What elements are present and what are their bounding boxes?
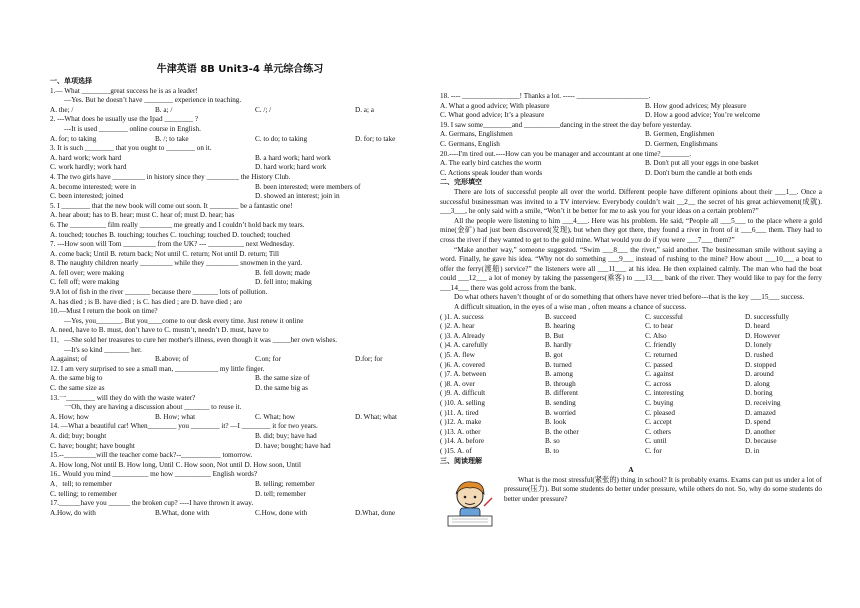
option-text: C. Also [645, 331, 667, 340]
option-text: A.against; of [50, 355, 88, 364]
reading-a-text: What is the most stressful(紧张的) thing in school? It is probably exams. Exams can put us under a lot of pressure(压力). But some students do better under pressure, while others do not. So, why do some students do better under pressure? [504, 475, 822, 503]
option-text: C. Actions speak louder than words [440, 168, 543, 177]
option-text: B. Don't put all your eggs in one basket [645, 159, 759, 168]
student-cartoon-image [440, 476, 500, 532]
cloze-option-row [440, 437, 822, 447]
option-row [50, 355, 430, 365]
question-line: 1.— What ________great success he is as a leader! [50, 86, 198, 95]
option-text: D. receiving [745, 399, 781, 407]
cloze-note: A difficult situation, in the eyes of a wise man , often means a chance of success. [454, 303, 687, 312]
question-line: 14. —What a beautiful car! When________ you ________ it? —I ________ it for two years. [50, 422, 318, 431]
option-text: D. for; to take [355, 134, 396, 143]
option-row [440, 130, 822, 140]
option-text: D. stopped [745, 360, 777, 369]
option-text: D. Germen, Englishmans [645, 139, 718, 148]
option-text: A.How, do with [50, 508, 96, 517]
option-text: C. to hear [645, 322, 674, 331]
cloze-paragraph: There are lots of successful people all over the world. Different people have different opinions about their ___1__. Once a successful businessman was invited to a TV interview. Everybody couldn’t wait __2__ the secret of his great achievement(成就). ___3___, he only said with a smile, “Won’t it be better for me to ask you for your ideas on a certain problem?” [440, 187, 822, 216]
cloze-paragraph: Do what others haven’t thought of or do something that others have never tried before---that is the key ___15___ success. [454, 293, 805, 302]
cloze-option-row [440, 313, 822, 323]
option-text: C. pleased [645, 408, 675, 417]
option-text: B. /; to take [155, 134, 189, 143]
right-column [440, 0, 822, 532]
option-row [440, 111, 822, 121]
question-line: 4. The two girls have _________ in history since they _________ the History Club. [50, 172, 291, 181]
option-text: A．tell; to remember [50, 479, 112, 488]
option-text: B. to [545, 446, 559, 455]
option-text: D. along [745, 379, 770, 388]
option-text: B. hearing [545, 322, 575, 331]
option-text: C. friendly [645, 341, 677, 350]
option-text: D. successfully [745, 312, 789, 321]
option-text: C. buying [645, 399, 674, 407]
option-row [50, 154, 430, 164]
option-text: C. /; / [255, 105, 272, 114]
question-line: A. touched; touches B. touching; touches C. touching; touched D. touched; touched [50, 230, 291, 239]
question-line: 17.______have you ______ the broken cup? ----I have thrown it away. [50, 499, 254, 508]
question-line: A. need, have to B. must, don’t have to C. mustn’t, needn’t D. must, have to [50, 326, 269, 335]
option-text: C. have; bought; have bought [50, 441, 135, 450]
option-text: B. did; buy; have had [255, 431, 317, 440]
option-text: C.on; for [255, 355, 281, 364]
option-text: A. What a good advice; With pleasure [440, 101, 550, 110]
option-text: B. so [545, 437, 560, 446]
question-line: 20.----I'm tired out.----How can you be manager and accountant at one time?________. [440, 149, 692, 158]
option-text: A. hard work; work hard [50, 153, 122, 162]
answer-line: —Yes, you_______. But you____come to our desk every time. Just renew it online [64, 316, 304, 325]
option-text: C. What; how [255, 412, 295, 421]
option-text: C. across [645, 379, 672, 388]
section-heading-reading: 三、阅读理解 [440, 456, 482, 465]
option-text: A. become interested; were in [50, 182, 137, 191]
option-text: D. showed an interest; join in [255, 192, 340, 201]
cloze-option-row [440, 447, 822, 457]
option-text: C. the same size as [50, 384, 105, 392]
question-line: 16.. Would you mind __________ me how __________ English words? [50, 470, 258, 479]
option-text: D. another [745, 427, 776, 436]
cloze-options [440, 313, 822, 457]
question-line: A. has died ; is B. have died ; is C. has died ; are D. have died ; are [50, 297, 243, 306]
cloze-option-row [440, 332, 822, 342]
option-text: B. How; what [155, 412, 196, 421]
option-text: C. to do; to taking [255, 134, 308, 143]
question-line: 7. ---How soon will Tom _________ from the UK? --- __________ next Wednesday. [50, 240, 295, 249]
question-list-right [440, 92, 822, 178]
question-line: 13.一________ will they do with the waste water? [50, 393, 196, 402]
question-line: 19. I saw some________and __________dancing in the street the day before yesterday. [440, 120, 692, 129]
option-row [50, 269, 430, 279]
option-text: B. telling; remember [255, 479, 315, 488]
option-text: C. fell off; were making [50, 278, 120, 287]
question-line: 3. It is such ________ that you ought to ________ on it. [50, 144, 212, 153]
answer-line: —It's so kind _______ her. [64, 345, 142, 354]
option-text: C. telling; to remember [50, 489, 118, 498]
option-text: A. How; how [50, 412, 89, 421]
option-text: D. fell into; making [255, 278, 312, 287]
section-heading-single-choice: 一、单项选择 [50, 77, 92, 85]
question-line: 6. The __________ film really _________ me greatly and I couldn’t hold back my tears. [50, 220, 305, 229]
question-line: A. come back; Until B. return back; Not until C. return; Not until D. return; Till [50, 249, 279, 258]
option-row [50, 163, 430, 173]
option-row [50, 509, 430, 519]
section-heading-cloze: 二、完形填空 [440, 178, 482, 187]
option-text: D. spend [745, 418, 771, 427]
option-row [50, 374, 430, 384]
option-text: C. until [645, 437, 667, 446]
option-text: D. amazed [745, 408, 776, 417]
cloze-paragraph: “Make another way,” someone suggested. “Swim ___8___ the river,” said another. The businessman smile without saying a word. Finally, he gave his idea. “Why not do something ___9___ instead of rushing to the mine? How about ___10___ a boat to offer the ferry(渡船) service?” the listeners were all ___11___ at his idea. He then explained calmly. The man who had the boat could ___12___ a lot of money by taking the passengers(乘客) to ___13___ bank of the river. They would like to pay for the ferry ___14___ there was gold across from the bank. [440, 245, 822, 292]
question-line: 5. I ________ that the new book will come out soon. It ________ be a fantastic one! [50, 201, 293, 210]
option-text: D. around [745, 370, 774, 379]
cloze-option-row [440, 409, 822, 419]
question-line: 15.--_________will the teacher come back?--___________ tomorrow. [50, 451, 253, 460]
option-row [50, 183, 430, 193]
option-row [50, 135, 430, 145]
question-line: A. hear about; has to B. hear; must C. hear of; must D. hear; has [50, 211, 235, 220]
option-text: C. others [645, 427, 671, 436]
option-text: C. work hardly; work hard [50, 163, 127, 172]
option-text: C. been interested; joined [50, 192, 124, 201]
cloze-blank-option[interactable]: ( )8. A. over [440, 379, 475, 388]
option-row [50, 490, 430, 500]
question-line: 11．—She sold her treasures to cure her mother's illness, even though it was _____her own wishes. [50, 336, 338, 345]
option-text: D. tell; remember [255, 489, 306, 498]
option-text: D. Don't burn the candle at both ends [645, 168, 753, 177]
option-text: B. the other [545, 427, 579, 436]
option-row [50, 432, 430, 442]
option-text: B. fell down; made [255, 268, 311, 277]
question-line: 2. ---What does he usually use the Ipad ________ ? [50, 115, 199, 124]
option-text: C. passed [645, 360, 673, 369]
option-row [440, 159, 822, 169]
option-row [440, 169, 822, 179]
option-row [50, 480, 430, 490]
cloze-option-row [440, 389, 822, 399]
cloze-option-row [440, 361, 822, 371]
option-text: D. What; what [355, 412, 397, 421]
option-text: C. interesting [645, 389, 684, 398]
cloze-option-row [440, 322, 822, 332]
option-text: D. the same big as [255, 384, 308, 392]
page-title: 牛津英语 8B Unit3-4 单元综合练习 [156, 64, 324, 75]
option-text: B. the same size of [255, 374, 310, 383]
cloze-option-row [440, 370, 822, 380]
option-text: D. a; a [355, 105, 374, 114]
option-text: A. Germans, Englishmen [440, 130, 513, 139]
option-text: B. a hard work; hard work [255, 153, 331, 162]
option-row [50, 278, 430, 288]
option-row [50, 384, 430, 394]
option-row [440, 102, 822, 112]
option-text: C. What good advice; It’s a pleasure [440, 111, 545, 120]
option-row [50, 106, 430, 116]
cloze-blank-option[interactable]: ( )9. A. difficult [440, 389, 486, 398]
option-text: D. have; bought; have had [255, 441, 331, 450]
option-text: D. lonely [745, 341, 772, 350]
option-row [50, 413, 430, 423]
option-text: B. among [545, 370, 573, 379]
cloze-option-row [440, 428, 822, 438]
question-line: 8. The naughty children nearly _________ while they _________ snowmen in the yard. [50, 259, 303, 268]
option-text: B. different [545, 389, 578, 398]
cloze-option-row [440, 418, 822, 428]
option-text: A. for; to taking [50, 134, 97, 143]
option-text: A. fell over; were making [50, 268, 125, 277]
option-text: B. succeed [545, 312, 577, 321]
answer-line: ---It is used ________ online course in English. [64, 124, 201, 133]
answer-line: 一Oh, they are having a discussion about _______ to reuse it. [64, 403, 242, 412]
cloze-blank-option[interactable]: ( )3. A. Already [440, 331, 485, 340]
option-text: B. Germen, Englishmen [645, 130, 715, 139]
option-text: A. did; buy; bought [50, 431, 107, 440]
option-text: B.What, done with [155, 508, 210, 517]
option-text: C. Germans, English [440, 139, 500, 148]
cloze-blank-option[interactable]: ( )1. A. success [440, 312, 484, 321]
option-text: B. But [545, 331, 564, 340]
option-text: D. because [745, 437, 777, 446]
question-line: 12. I am very surprised to see a small man, ____________ my little finger. [50, 364, 265, 373]
option-text: C.How, done with [255, 508, 308, 517]
option-text: C. for [645, 446, 662, 455]
cloze-passage [440, 188, 822, 303]
option-row [440, 140, 822, 150]
option-text: D. How a good advice; You’re welcome [645, 111, 761, 120]
left-column [50, 0, 430, 518]
option-text: D. hard work; hard work [255, 163, 327, 172]
cloze-paragraph: All the people were listening to him ___4___. Here was his problem. He said, “People all ___5___ to the place where a gold mine(金矿) had just been discovered(发现), but when they got there, they found a river in front of it ___6___ them. They had to cross the river if they wanted to get to the gold mine. What would you do if you were ___7___ them?” [440, 216, 822, 244]
option-text: B. worried [545, 408, 576, 417]
cloze-blank-option[interactable]: ( )2. A. hear [440, 322, 475, 331]
question-list-left [50, 87, 430, 519]
cloze-option-row [440, 351, 822, 361]
option-text: C. returned [645, 351, 678, 360]
cloze-blank-option[interactable]: ( )15. A. of [440, 446, 472, 455]
cloze-option-row [440, 399, 822, 409]
question-line: 18. ---- ________________! Thanks a lot. ----- ____________________. [440, 92, 651, 100]
option-text: D. rushed [745, 351, 773, 360]
option-text: B. a; / [155, 105, 173, 114]
option-text: B. How good advices; My pleasure [645, 101, 747, 110]
cloze-blank-option[interactable]: ( )12. A. make [440, 418, 482, 427]
cloze-blank-option[interactable]: ( )7. A. between [440, 370, 487, 379]
question-line: A. How long, Not until B. How long, Until C. How soon, Not until D. How soon, Until [50, 460, 301, 469]
cloze-blank-option[interactable]: ( )13. A. other [440, 427, 481, 436]
option-text: B. sending [545, 399, 576, 407]
option-text: D. boring [745, 389, 773, 398]
cloze-blank-option[interactable]: ( )14. A. before [440, 437, 485, 446]
option-text: B.above; of [155, 355, 189, 364]
cloze-blank-option[interactable]: ( )5. A. flew [440, 351, 475, 360]
cloze-blank-option[interactable]: ( )10. A. selling [440, 399, 485, 407]
option-text: D.for; for [355, 355, 383, 364]
option-text: B. turned [545, 360, 572, 369]
option-text: A. the; / [50, 105, 74, 114]
passage-label: A [628, 466, 634, 475]
option-text: B. been interested; were members of [255, 182, 361, 191]
option-text: A. The early bird catches the worm [440, 159, 542, 168]
cloze-blank-option[interactable]: ( )4. A. carefully [440, 341, 488, 350]
option-row [50, 192, 430, 202]
option-text: D. in [745, 446, 760, 455]
option-text: C. successful [645, 312, 683, 321]
option-text: C. against [645, 370, 674, 379]
answer-line: —Yes. But he doesn’t have ________ experience in teaching. [64, 96, 242, 105]
question-line: 9.A lot of fish in the river _______ because there _______ lots of pollution. [50, 288, 268, 297]
option-text: A. the same big to [50, 374, 103, 383]
reading-a [440, 476, 822, 532]
cloze-option-row [440, 341, 822, 351]
option-text: B. look [545, 418, 567, 427]
cloze-blank-option[interactable]: ( )11. A. tired [440, 408, 479, 417]
option-text: D. However [745, 331, 781, 340]
option-text: B. through [545, 379, 576, 388]
option-text: C. accept [645, 418, 672, 427]
option-text: B. hardly [545, 341, 572, 350]
option-row [50, 442, 430, 452]
question-line: 10.—Must I return the book on time? [50, 307, 158, 316]
cloze-option-row [440, 380, 822, 390]
option-text: D. heard [745, 322, 770, 331]
option-text: D.What, done [355, 508, 396, 517]
cloze-blank-option[interactable]: ( )6. A. covered [440, 360, 485, 369]
option-text: B. got [545, 351, 563, 360]
